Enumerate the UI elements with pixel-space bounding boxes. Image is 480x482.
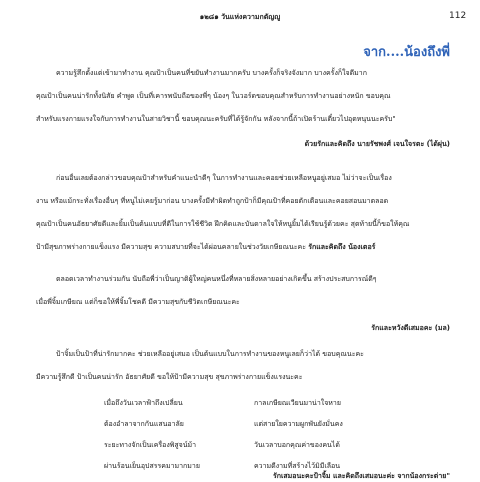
letter-1-signature: ด้วยรักและคิดถึง นายรัชพงศ์ เจนใจรตะ (ได้ผุ่น) [304, 140, 450, 148]
page-number: 112 [449, 11, 467, 21]
letter-4-signature: รักเสมอนะคะป้าจิ้ม และคิดถึงเสมอนะค่ะ จากน้องกระต่าย" [272, 472, 450, 480]
poem-verse: แต่สายใยความผูกพันยังมั่นคง [254, 420, 343, 428]
header-title: ๑๒๘๑ วันแห่งความกตัญญู [199, 13, 281, 21]
poem-row [104, 414, 394, 435]
letter-4-line: มีความรู้สึกดี ป้าเป็นคนน่ารัก อัธยาศัยดี ขอให้ป้ามีความสุข สุขภาพร่างกายแข็งแรงนะคะ [36, 373, 303, 381]
letter-4-body [36, 343, 444, 389]
letter-2-line [36, 236, 444, 259]
poem-row [104, 435, 394, 456]
letter-3-line: เมื่อพี่จิ้มเกษียณ แต่ก็ขอให้พี่จิ้มโชคดี มีความสุขกับชีวิตเกษียณนะคะ [36, 298, 240, 306]
letter-2-line: งาน หรือแม้กระทั่งเรื่องอื่นๆ ที่หนูไม่เคยรู้มาก่อน บางครั้งมีทำผิดทำถูกป้าก็มีคุณป้าที่คอยตักเตือนและคอยสอนมาตลอด [36, 197, 389, 205]
letter-4-line: ป้าจิ้มเป็นป้าที่น่ารักมากคะ ช่วยเหลืออยู่เสมอ เป็นต้นแบบในการทำงานของหนูเลยก็ว่าได้ ขอบคุณนะคะ [56, 350, 364, 358]
letter-3-signature: รักและหวังดีเสมอคะ (มล) [371, 324, 450, 332]
poem-verse: ระยะทางจักเป็นเครื่องพิสูจน์ม้า [104, 441, 197, 449]
letter-2-closing-text: ป้ามีสุขภาพร่างกายแข็งแรง มีความสุข ความสบายที่จะได้ผ่อนคลายในช่วงวัยเกษียณนะคะ [36, 243, 306, 251]
poem [104, 393, 394, 477]
letter-1-line: คุณป้าเป็นคนน่ารักทั้งนิสัย คำพูด เป็นที่เคารพนับถือของพี่ๆ น้องๆ ในวอร์ดขอบคุณสำหรับการทำงานอย่างหนัก ขอบคุณ [36, 92, 391, 100]
section-title: จาก....น้องถึงพี่ [363, 45, 450, 60]
poem-verse: เมื่อถึงวันเวลาฟ้าถึงเปลี่ยน [104, 399, 183, 407]
poem-verse: ผ่านร้อนเย็นอุปสรรคมามากมาย [104, 462, 200, 470]
poem-verse: ความดีงามที่สร้างไว้มิมีเลือน [254, 462, 341, 470]
letter-3-body [36, 268, 444, 314]
letter-1-line: ความรู้สึกตั้งแต่เข้ามาทำงาน คุณป้าเป็นคนที่ขยันทำงานมากครับ บางครั้งก็จริงจังมาก บางครั้งก็ใจดีมาก [56, 69, 367, 77]
letter-3-line: ตลอดเวลาทำงานร่วมกัน นับถือพี่ว่าเป็นญาติผู้ใหญ่คนหนึ่งที่หลายสิ่งหลายอย่างเกิดขึ้น สร้างประสบการณ์ดีๆ [56, 275, 377, 283]
letter-2-body [36, 167, 444, 259]
poem-verse: วันเวลาบอกคุณค่าของคนได้ [254, 441, 340, 449]
letter-1-line: สำหรับแรงกายแรงใจกับการทำงานในสายวิชานี้ ขอบคุณนะครับที่ได้รู้จักกัน หลังจากนี้ถ้าเปิดร้านเตี๋ยวไปอุดหนุนนะครับ" [36, 115, 396, 123]
poem-verse: กาลเกษียณเวียนมาน่าใจหาย [254, 399, 341, 407]
letter-1-body [36, 62, 444, 131]
letter-2-line: คุณป้าเป็นคนอัธยาศัยดีและยิ้มเป็นต้นแบบที่ดีในการใช้ชีวิต ฝึกคิดและบันดาลใจให้หนูยิ้มได้เรียนรู้ด้วยคะ สุดท้ายนี้ก็ขอให้คุณ [36, 220, 410, 228]
letter-2-line: ก่อนอื่นเลยต้องกล่าวขอบคุณป้าสำหรับคำแนะนำดีๆ ในการทำงานและคอยช่วยเหลือหนูอยู่เสมอ ไม่ว่าจะเป็นเรื่อง [56, 174, 392, 182]
poem-verse: ต้องอำลาจากกันแสนอาลัย [104, 420, 184, 428]
poem-row [104, 393, 394, 414]
letter-2-signature: รักและคิดถึง น้องเตอร์ [308, 243, 376, 251]
